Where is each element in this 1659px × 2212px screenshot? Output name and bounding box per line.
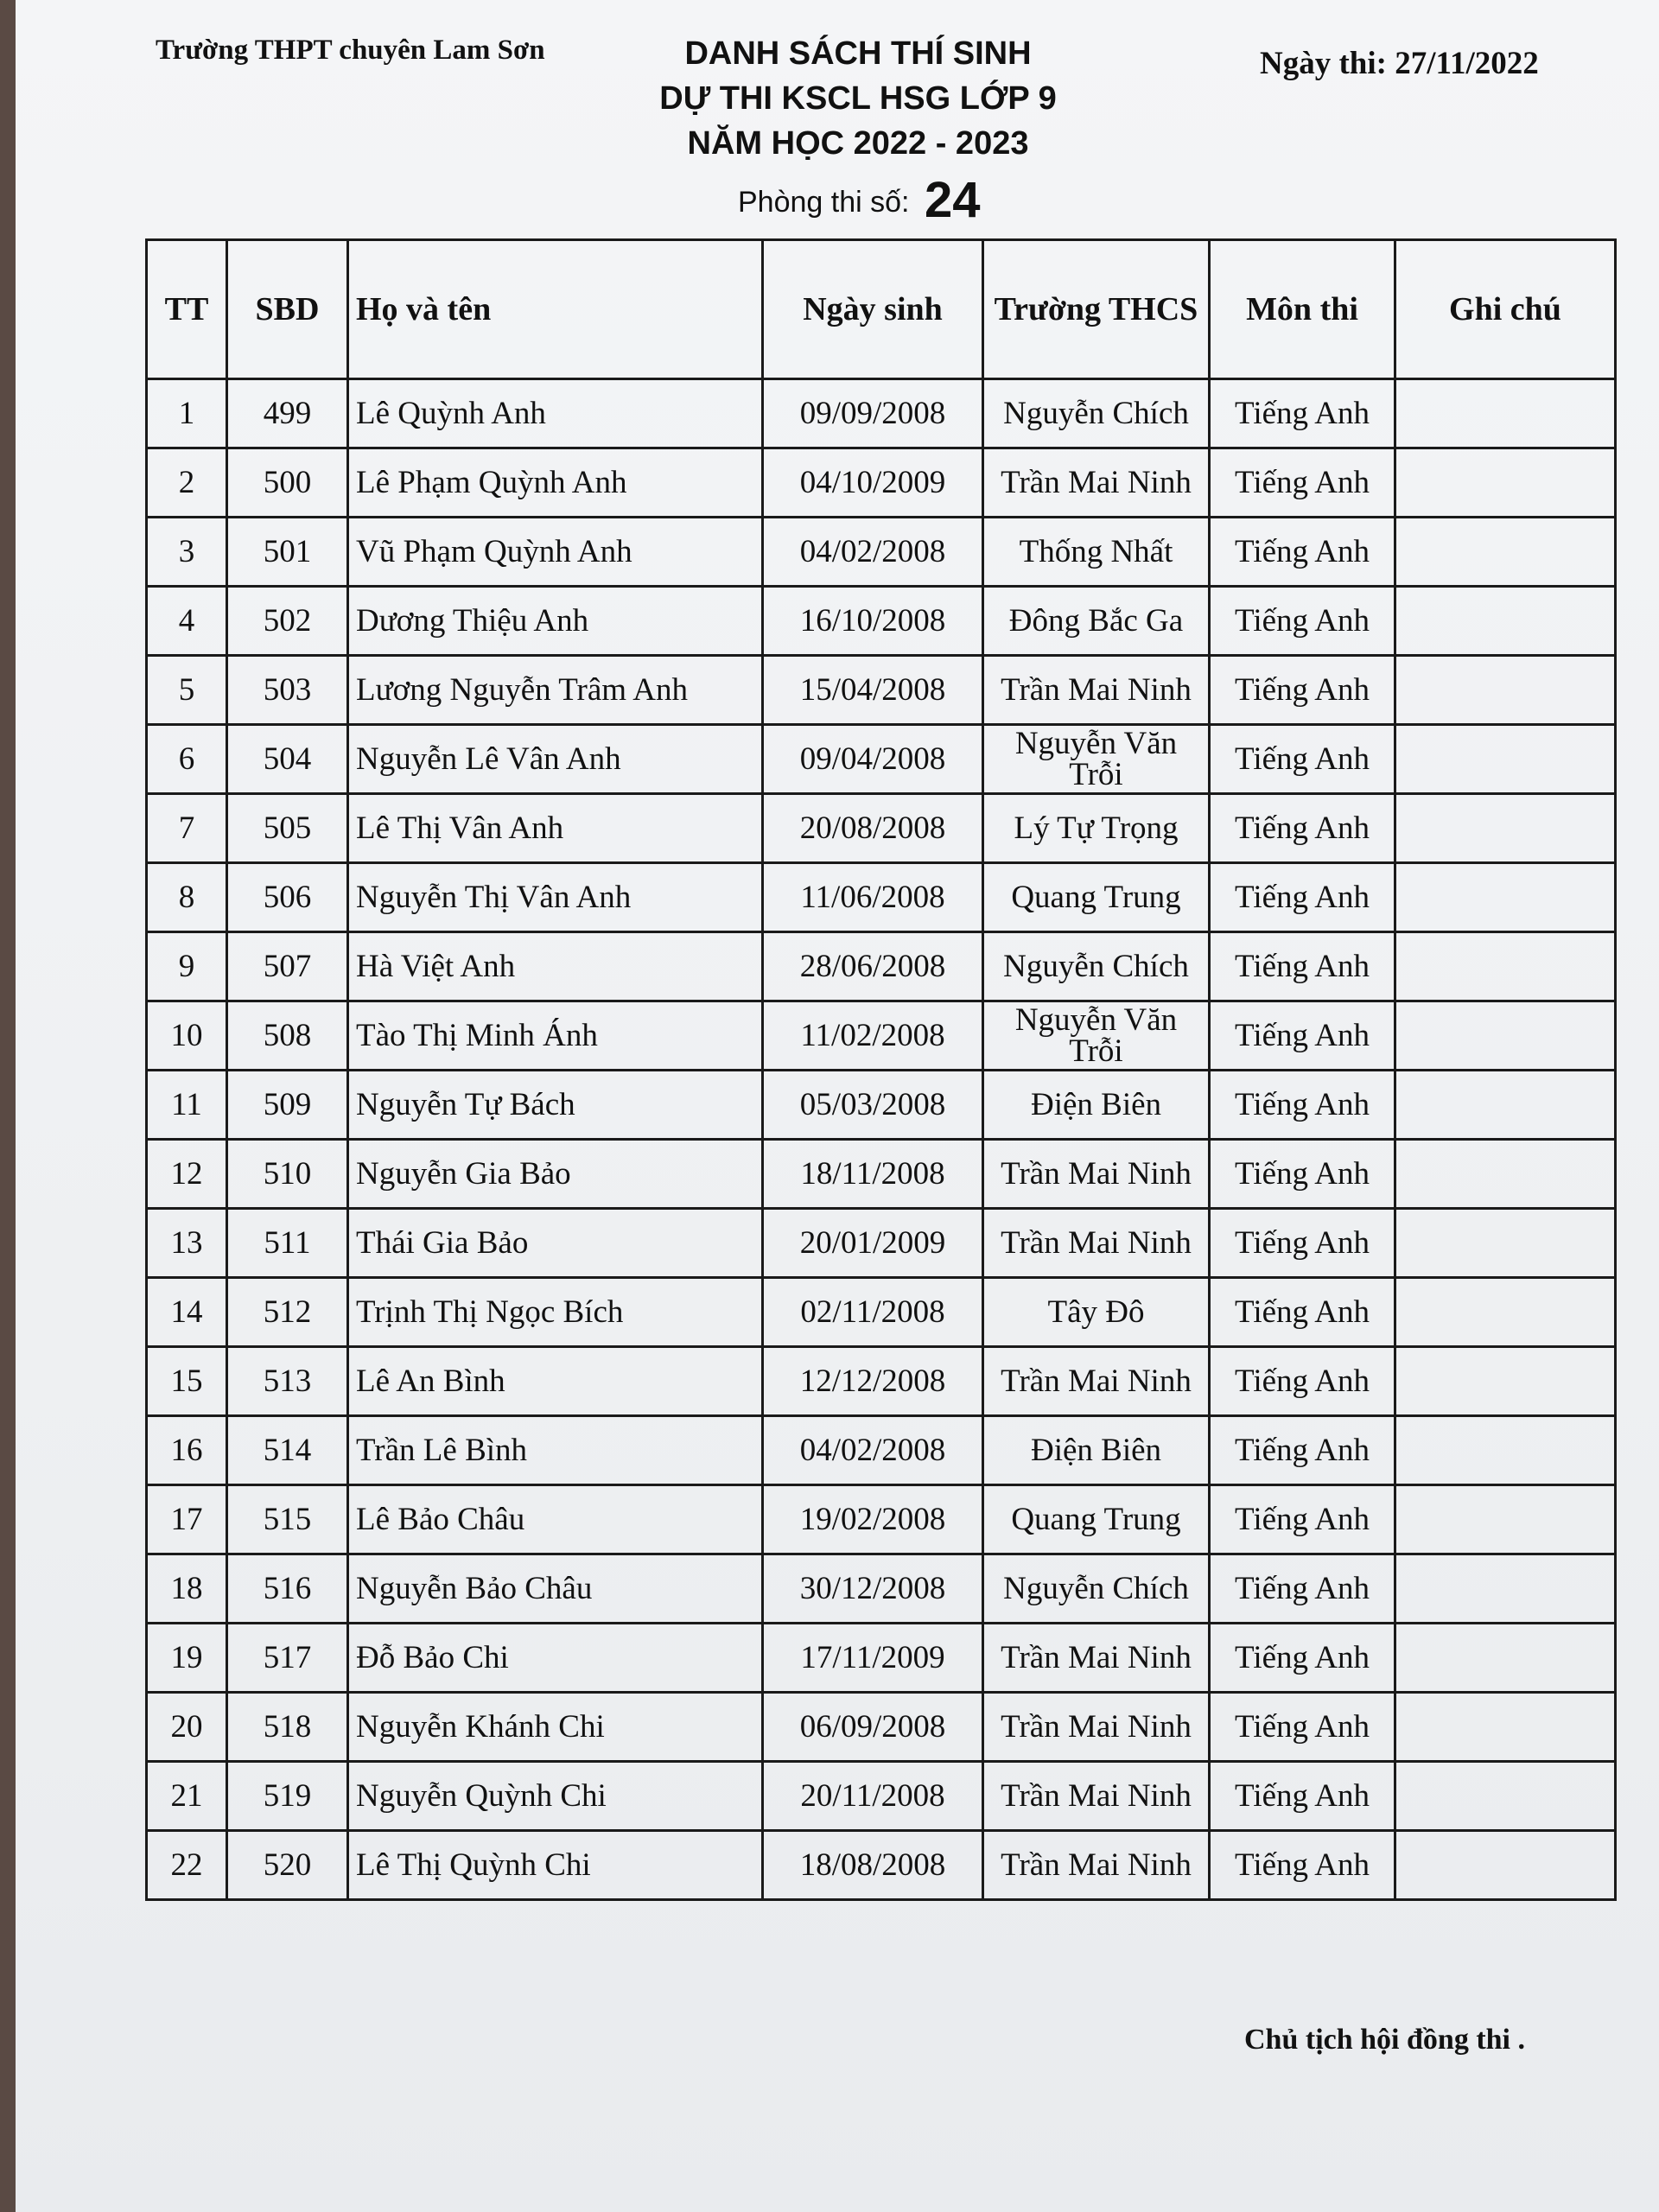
- cell-tt: 3: [147, 518, 227, 587]
- cell-dob: 17/11/2009: [763, 1624, 983, 1693]
- cell-school: Nguyễn Văn Trỗi: [983, 1001, 1210, 1071]
- table-row: [147, 587, 1616, 656]
- cell-dob: 28/06/2008: [763, 932, 983, 1001]
- cell-school: Trần Mai Ninh: [983, 1209, 1210, 1278]
- cell-school: Trần Mai Ninh: [983, 656, 1210, 725]
- cell-school: Nguyễn Chích: [983, 932, 1210, 1001]
- cell-subject: Tiếng Anh: [1210, 518, 1395, 587]
- cell-tt: 9: [147, 932, 227, 1001]
- cell-name: Nguyễn Lê Vân Anh: [348, 725, 763, 794]
- cell-sbd: 500: [227, 448, 348, 518]
- cell-name: Nguyễn Khánh Chi: [348, 1693, 763, 1762]
- cell-subject: Tiếng Anh: [1210, 379, 1395, 448]
- cell-tt: 7: [147, 794, 227, 863]
- cell-note: [1395, 1278, 1616, 1347]
- document-title: [586, 31, 1130, 166]
- cell-dob: 04/10/2009: [763, 448, 983, 518]
- cell-sbd: 505: [227, 794, 348, 863]
- candidate-table: [145, 238, 1617, 1901]
- cell-tt: 17: [147, 1485, 227, 1554]
- cell-sbd: 510: [227, 1140, 348, 1209]
- cell-dob: 20/11/2008: [763, 1762, 983, 1831]
- cell-school: Điện Biên: [983, 1071, 1210, 1140]
- cell-sbd: 507: [227, 932, 348, 1001]
- table-row: [147, 1209, 1616, 1278]
- table-row: [147, 1416, 1616, 1485]
- col-header-sbd: SBD: [227, 240, 348, 379]
- cell-note: [1395, 1624, 1616, 1693]
- table-row: [147, 379, 1616, 448]
- table-row: [147, 1347, 1616, 1416]
- cell-tt: 4: [147, 587, 227, 656]
- cell-subject: Tiếng Anh: [1210, 1762, 1395, 1831]
- cell-name: Nguyễn Quỳnh Chi: [348, 1762, 763, 1831]
- cell-dob: 20/08/2008: [763, 794, 983, 863]
- cell-dob: 18/11/2008: [763, 1140, 983, 1209]
- cell-name: Thái Gia Bảo: [348, 1209, 763, 1278]
- cell-sbd: 509: [227, 1071, 348, 1140]
- cell-note: [1395, 587, 1616, 656]
- cell-name: Nguyễn Gia Bảo: [348, 1140, 763, 1209]
- room-info: [738, 171, 980, 229]
- cell-sbd: 499: [227, 379, 348, 448]
- cell-note: [1395, 1831, 1616, 1900]
- cell-school: Trần Mai Ninh: [983, 1762, 1210, 1831]
- cell-subject: Tiếng Anh: [1210, 1485, 1395, 1554]
- cell-school: Lý Tự Trọng: [983, 794, 1210, 863]
- cell-sbd: 512: [227, 1278, 348, 1347]
- cell-sbd: 516: [227, 1554, 348, 1624]
- cell-dob: 18/08/2008: [763, 1831, 983, 1900]
- cell-dob: 06/09/2008: [763, 1693, 983, 1762]
- cell-dob: 09/09/2008: [763, 379, 983, 448]
- cell-subject: Tiếng Anh: [1210, 725, 1395, 794]
- table-row: [147, 1831, 1616, 1900]
- col-header-subject: Môn thi: [1210, 240, 1395, 379]
- cell-school: Nguyễn Văn Trỗi: [983, 725, 1210, 794]
- cell-name: Hà Việt Anh: [348, 932, 763, 1001]
- cell-note: [1395, 1140, 1616, 1209]
- cell-dob: 04/02/2008: [763, 518, 983, 587]
- school-name: Trường THPT chuyên Lam Sơn: [156, 35, 545, 66]
- cell-dob: 19/02/2008: [763, 1485, 983, 1554]
- cell-name: Lê Quỳnh Anh: [348, 379, 763, 448]
- table-row: [147, 518, 1616, 587]
- cell-name: Dương Thiệu Anh: [348, 587, 763, 656]
- table-row: [147, 656, 1616, 725]
- cell-subject: Tiếng Anh: [1210, 1347, 1395, 1416]
- cell-sbd: 515: [227, 1485, 348, 1554]
- cell-school: Trần Mai Ninh: [983, 1624, 1210, 1693]
- table-row: [147, 1071, 1616, 1140]
- cell-subject: Tiếng Anh: [1210, 1209, 1395, 1278]
- table-row: [147, 863, 1616, 932]
- cell-subject: Tiếng Anh: [1210, 587, 1395, 656]
- cell-subject: Tiếng Anh: [1210, 1693, 1395, 1762]
- cell-sbd: 511: [227, 1209, 348, 1278]
- cell-tt: 12: [147, 1140, 227, 1209]
- cell-school: Trần Mai Ninh: [983, 1831, 1210, 1900]
- cell-school: Đông Bắc Ga: [983, 587, 1210, 656]
- cell-sbd: 508: [227, 1001, 348, 1071]
- cell-dob: 20/01/2009: [763, 1209, 983, 1278]
- table-row: [147, 448, 1616, 518]
- cell-note: [1395, 1347, 1616, 1416]
- cell-note: [1395, 1209, 1616, 1278]
- cell-dob: 11/02/2008: [763, 1001, 983, 1071]
- cell-note: [1395, 448, 1616, 518]
- cell-note: [1395, 1762, 1616, 1831]
- cell-name: Tào Thị Minh Ánh: [348, 1001, 763, 1071]
- cell-note: [1395, 725, 1616, 794]
- table-row: [147, 932, 1616, 1001]
- cell-school: Trần Mai Ninh: [983, 1347, 1210, 1416]
- cell-tt: 21: [147, 1762, 227, 1831]
- title-line-3: NĂM HỌC 2022 - 2023: [687, 125, 1029, 162]
- cell-school: Nguyễn Chích: [983, 379, 1210, 448]
- col-header-school: Trường THCS: [983, 240, 1210, 379]
- table-row: [147, 1485, 1616, 1554]
- cell-school: Trần Mai Ninh: [983, 1693, 1210, 1762]
- table-row: [147, 1762, 1616, 1831]
- cell-sbd: 519: [227, 1762, 348, 1831]
- cell-school: Quang Trung: [983, 1485, 1210, 1554]
- cell-name: Lê Bảo Châu: [348, 1485, 763, 1554]
- cell-name: Nguyễn Bảo Châu: [348, 1554, 763, 1624]
- cell-subject: Tiếng Anh: [1210, 1140, 1395, 1209]
- cell-name: Đỗ Bảo Chi: [348, 1624, 763, 1693]
- cell-name: Nguyễn Thị Vân Anh: [348, 863, 763, 932]
- cell-sbd: 513: [227, 1347, 348, 1416]
- cell-note: [1395, 1485, 1616, 1554]
- cell-tt: 1: [147, 379, 227, 448]
- cell-school: Trần Mai Ninh: [983, 448, 1210, 518]
- cell-tt: 6: [147, 725, 227, 794]
- cell-school: Quang Trung: [983, 863, 1210, 932]
- cell-tt: 19: [147, 1624, 227, 1693]
- cell-subject: Tiếng Anh: [1210, 1416, 1395, 1485]
- cell-name: Lê Phạm Quỳnh Anh: [348, 448, 763, 518]
- signature-caption: Chủ tịch hội đồng thi .: [1244, 2024, 1525, 2056]
- cell-sbd: 506: [227, 863, 348, 932]
- cell-tt: 8: [147, 863, 227, 932]
- table-row: [147, 1624, 1616, 1693]
- cell-tt: 16: [147, 1416, 227, 1485]
- cell-tt: 14: [147, 1278, 227, 1347]
- cell-tt: 5: [147, 656, 227, 725]
- cell-note: [1395, 932, 1616, 1001]
- cell-name: Lê An Bình: [348, 1347, 763, 1416]
- cell-dob: 04/02/2008: [763, 1416, 983, 1485]
- cell-subject: Tiếng Anh: [1210, 932, 1395, 1001]
- cell-name: Lê Thị Vân Anh: [348, 794, 763, 863]
- cell-note: [1395, 1071, 1616, 1140]
- cell-subject: Tiếng Anh: [1210, 656, 1395, 725]
- col-header-name: Họ và tên: [348, 240, 763, 379]
- cell-dob: 30/12/2008: [763, 1554, 983, 1624]
- cell-sbd: 504: [227, 725, 348, 794]
- cell-name: Vũ Phạm Quỳnh Anh: [348, 518, 763, 587]
- cell-sbd: 518: [227, 1693, 348, 1762]
- cell-school: Điện Biên: [983, 1416, 1210, 1485]
- cell-note: [1395, 379, 1616, 448]
- cell-subject: Tiếng Anh: [1210, 794, 1395, 863]
- exam-date: Ngày thi: 27/11/2022: [1260, 46, 1539, 81]
- cell-name: Lương Nguyễn Trâm Anh: [348, 656, 763, 725]
- cell-note: [1395, 656, 1616, 725]
- cell-name: Trịnh Thị Ngọc Bích: [348, 1278, 763, 1347]
- table-row: [147, 1278, 1616, 1347]
- cell-dob: 02/11/2008: [763, 1278, 983, 1347]
- cell-subject: Tiếng Anh: [1210, 1554, 1395, 1624]
- title-line-2: DỰ THI KSCL HSG LỚP 9: [659, 80, 1057, 117]
- cell-subject: Tiếng Anh: [1210, 448, 1395, 518]
- col-header-tt: TT: [147, 240, 227, 379]
- cell-subject: Tiếng Anh: [1210, 863, 1395, 932]
- cell-note: [1395, 863, 1616, 932]
- cell-dob: 16/10/2008: [763, 587, 983, 656]
- cell-subject: Tiếng Anh: [1210, 1278, 1395, 1347]
- table-row: [147, 794, 1616, 863]
- table-row: [147, 1001, 1616, 1071]
- cell-school: Nguyễn Chích: [983, 1554, 1210, 1624]
- cell-name: Lê Thị Quỳnh Chi: [348, 1831, 763, 1900]
- cell-sbd: 520: [227, 1831, 348, 1900]
- col-header-note: Ghi chú: [1395, 240, 1616, 379]
- table-row: [147, 725, 1616, 794]
- cell-sbd: 503: [227, 656, 348, 725]
- cell-subject: Tiếng Anh: [1210, 1001, 1395, 1071]
- cell-dob: 12/12/2008: [763, 1347, 983, 1416]
- cell-tt: 22: [147, 1831, 227, 1900]
- table-row: [147, 1140, 1616, 1209]
- document-page: [16, 0, 1659, 2212]
- cell-subject: Tiếng Anh: [1210, 1831, 1395, 1900]
- cell-school: Trần Mai Ninh: [983, 1140, 1210, 1209]
- table-row: [147, 1554, 1616, 1624]
- cell-tt: 11: [147, 1071, 227, 1140]
- cell-note: [1395, 1001, 1616, 1071]
- cell-note: [1395, 1554, 1616, 1624]
- cell-tt: 10: [147, 1001, 227, 1071]
- cell-school: Tây Đô: [983, 1278, 1210, 1347]
- cell-dob: 11/06/2008: [763, 863, 983, 932]
- cell-subject: Tiếng Anh: [1210, 1071, 1395, 1140]
- cell-sbd: 501: [227, 518, 348, 587]
- room-number: 24: [924, 172, 981, 228]
- cell-tt: 20: [147, 1693, 227, 1762]
- cell-sbd: 517: [227, 1624, 348, 1693]
- cell-sbd: 502: [227, 587, 348, 656]
- cell-sbd: 514: [227, 1416, 348, 1485]
- cell-tt: 15: [147, 1347, 227, 1416]
- cell-subject: Tiếng Anh: [1210, 1624, 1395, 1693]
- cell-dob: 15/04/2008: [763, 656, 983, 725]
- cell-name: Nguyễn Tự Bách: [348, 1071, 763, 1140]
- cell-note: [1395, 794, 1616, 863]
- cell-name: Trần Lê Bình: [348, 1416, 763, 1485]
- cell-dob: 05/03/2008: [763, 1071, 983, 1140]
- cell-note: [1395, 1416, 1616, 1485]
- table-row: [147, 1693, 1616, 1762]
- cell-tt: 18: [147, 1554, 227, 1624]
- cell-dob: 09/04/2008: [763, 725, 983, 794]
- col-header-dob: Ngày sinh: [763, 240, 983, 379]
- cell-note: [1395, 1693, 1616, 1762]
- title-line-1: DANH SÁCH THÍ SINH: [684, 35, 1032, 72]
- cell-school: Thống Nhất: [983, 518, 1210, 587]
- cell-note: [1395, 518, 1616, 587]
- table-header-row: [147, 240, 1616, 379]
- room-label: Phòng thi số:: [738, 186, 910, 219]
- cell-tt: 2: [147, 448, 227, 518]
- cell-tt: 13: [147, 1209, 227, 1278]
